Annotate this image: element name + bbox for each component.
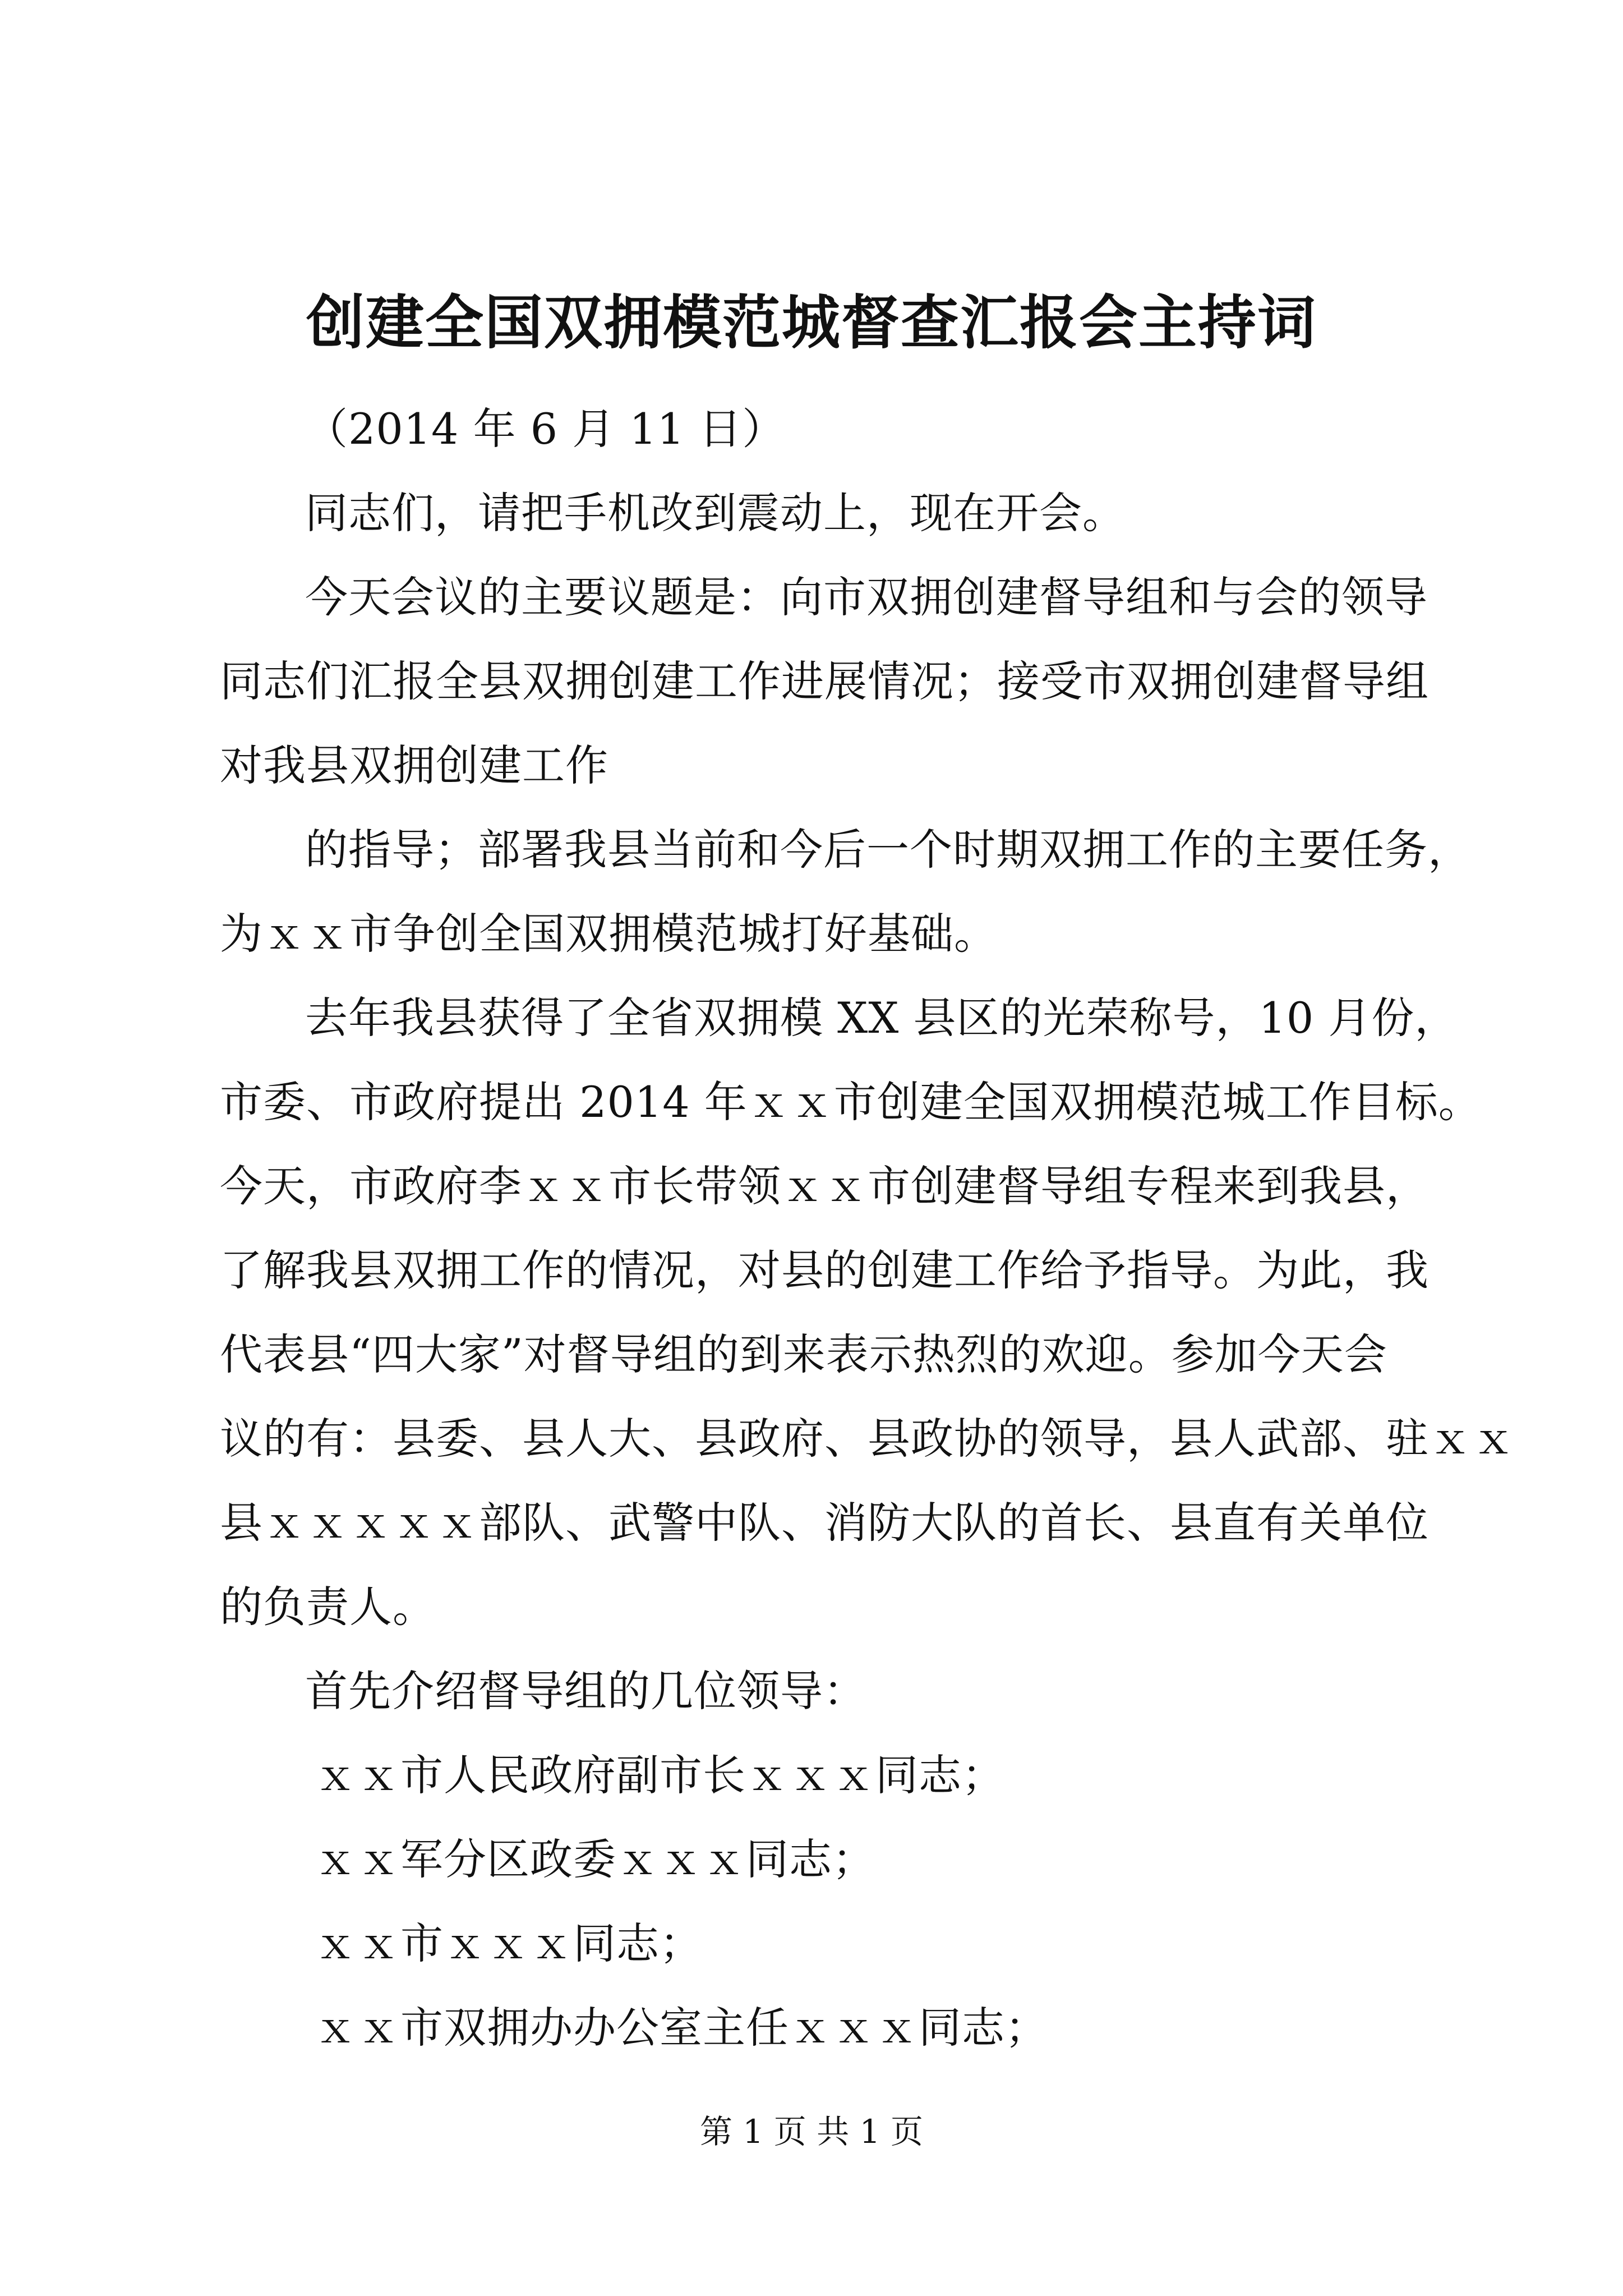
page-footer: 第 1 页 共 1 页: [700, 2113, 923, 2151]
text-line: 的负责人。: [220, 1582, 436, 1632]
text-line: 代表县“四大家”对督导组的到来表示热烈的欢迎。参加今天会: [220, 1329, 1387, 1379]
text-line: 为ｘｘ市争创全国双拥模范城打好基础。: [220, 909, 997, 959]
paragraph-agenda: [220, 555, 1429, 808]
text-line: 市委、市政府提出 2014 年ｘｘ市创建全国双拥模范城工作目标。: [220, 1077, 1482, 1127]
text-line: 的指导；部署我县当前和今后一个时期双拥工作的主要任务，: [305, 825, 1471, 875]
text-line: 今天会议的主要议题是：向市双拥创建督导组和与会的领导: [305, 572, 1428, 622]
paragraph-opening: 同志们，请把手机改到震动上，现在开会。: [305, 488, 1126, 538]
text-line: 县ｘｘｘｘｘ部队、武警中队、消防大队的首长、县直有关单位: [220, 1498, 1429, 1548]
paragraph-introduction: 首先介绍督导组的几位领导：: [305, 1666, 866, 1716]
text-line: 去年我县获得了全省双拥模 XX 县区的光荣称号，10 月份，: [305, 993, 1458, 1043]
document-title: 创建全国双拥模范城督查汇报会主持词: [306, 288, 1317, 357]
list-item: ｘｘ市人民政府副市长ｘｘｘ同志；: [314, 1750, 1005, 1800]
meeting-date: （2014 年 6 月 11 日）: [305, 404, 786, 454]
document-body: [220, 387, 1515, 2070]
text-line: 了解我县双拥工作的情况，对县的创建工作给予指导。为此，我: [220, 1245, 1429, 1295]
list-item: ｘｘ市双拥办办公室主任ｘｘｘ同志；: [314, 2003, 1048, 2053]
text-line: 议的有：县委、县人大、县政府、县政协的领导，县人武部、驻ｘｘ: [220, 1414, 1515, 1464]
text-line: 今天，市政府李ｘｘ市长带领ｘｘ市创建督导组专程来到我县，: [220, 1161, 1429, 1211]
list-item: ｘｘ军分区政委ｘｘｘ同志；: [314, 1834, 875, 1884]
list-item: ｘｘ市ｘｘｘ同志；: [314, 1918, 703, 1968]
text-line: 同志们汇报全县双拥创建工作进展情况；接受市双拥创建督导组: [220, 656, 1429, 706]
paragraph-guidance: [220, 808, 1471, 976]
paragraph-background: [220, 976, 1515, 1649]
text-line: 对我县双拥创建工作: [220, 740, 608, 790]
